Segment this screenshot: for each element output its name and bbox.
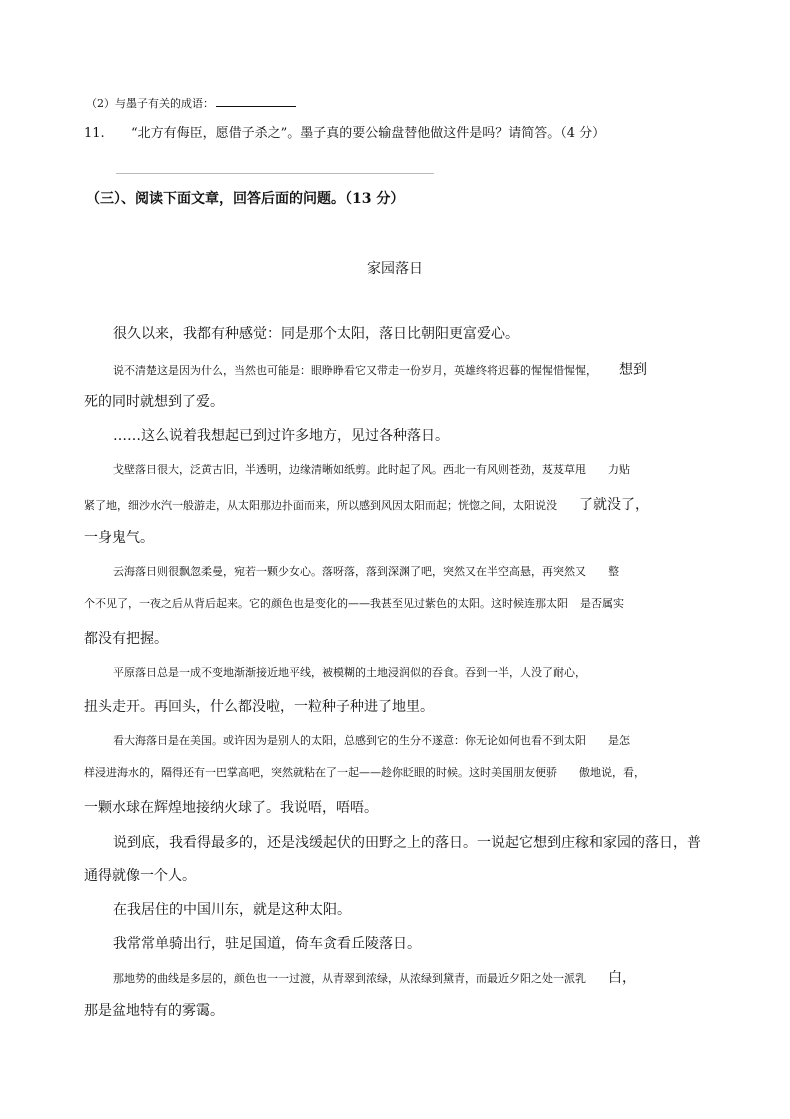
paragraph-line: 一颗水球在辉煌地接纳火球了。我说唔，唔唔。 — [84, 800, 378, 816]
paragraph-line: 说不清楚这是因为什么，当然也可能是：眼睁睁看它又带走一份岁月，英雄终将迟暮的惺惺惜惺惺， 想到 — [113, 362, 647, 378]
paragraph-line: 看大海落日是在美国。或许因为是别人的太阳，总感到它的生分不遂意：你无论如何也看不到太阳 是怎 — [113, 734, 630, 747]
paragraph-line: 我常常单骑出行，驻足国道，倚车贪看丘陵落日。 — [113, 936, 421, 952]
section-3-heading: （三）、阅读下面文章，回答后面的问题。（13 分） — [86, 191, 405, 207]
question-2-label: （2）与墨子有关的成语： — [86, 97, 214, 110]
answer-line — [116, 173, 434, 174]
paragraph-line: 扭头走开。再回头，什么都没啦，一粒种子种进了地里。 — [84, 699, 434, 715]
question-11-text: “北方有侮臣，愿借子杀之”。墨子真的要公输盘替他做这件是吗？请简答。（4 分） — [130, 126, 606, 141]
paragraph-line: 死的同时就想到了爱。 — [84, 394, 224, 410]
paragraph-line: 在我居住的中国川东，就是这种太阳。 — [113, 902, 351, 918]
paragraph-line: 平原落日总是一成不变地渐渐接近地平线，被模糊的土地浸润似的吞食。吞到一半，人没了耐心， — [113, 666, 586, 679]
paragraph-line: 通得就像一个人。 — [84, 868, 196, 884]
paragraph-line: 那是盆地特有的雾霭。 — [84, 1003, 224, 1019]
paragraph-line: 说到底，我看得最多的，还是浅缓起伏的田野之上的落日。一说起它想到庄稼和家园的落日，普 — [113, 835, 701, 851]
article-title: 家园落日 — [367, 261, 423, 277]
paragraph-line: 紧了地，细沙水汽一般游走，从太阳那边扑面而来，所以感到风因太阳而起；恍惚之间，太阳说没 了就没了， — [84, 497, 649, 513]
paragraph-line: 云海落日则很飘忽柔曼，宛若一颗少女心。落呀落，落到深渊了吧，突然又在半空高悬，再突然又 整 — [113, 565, 619, 578]
paragraph-line: 都没有把握。 — [84, 631, 168, 647]
paragraph-line: 一身鬼气。 — [84, 530, 154, 546]
paragraph-line: 戈壁落日很大，泛黄古旧，半透明，边缘清晰如纸剪。此时起了风。西北一有风则苍劲，芨芨草甩 力贴 — [113, 463, 630, 476]
paragraph-line: 样浸进海水的，隔得还有一巴掌高吧，突然就粘在了一起——趁你眨眼的时候。这时美国朋友便骄 傲地说，看， — [84, 766, 645, 779]
question-11 — [84, 127, 605, 140]
question-11-number: 11. — [84, 126, 105, 141]
paragraph-line: 那地势的曲线是多层的，颜色也一一过渡，从青翠到浓绿，从浓绿到黛青，而最近夕阳之处一派乳 白， — [113, 970, 636, 986]
paragraph-line: 个不见了，一夜之后从背后起来。它的颜色也是变化的——我甚至见过紫色的太阳。这时候连那太阳 是否属实 — [84, 597, 624, 610]
paragraph-line: ……这么说着我想起已到过许多地方，见过各种落日。 — [113, 428, 449, 444]
answer-blank[interactable] — [216, 95, 296, 107]
paragraph-line: 很久以来，我都有种感觉：同是那个太阳，落日比朝阳更富爱心。 — [113, 326, 519, 342]
question-2-line — [86, 95, 296, 109]
